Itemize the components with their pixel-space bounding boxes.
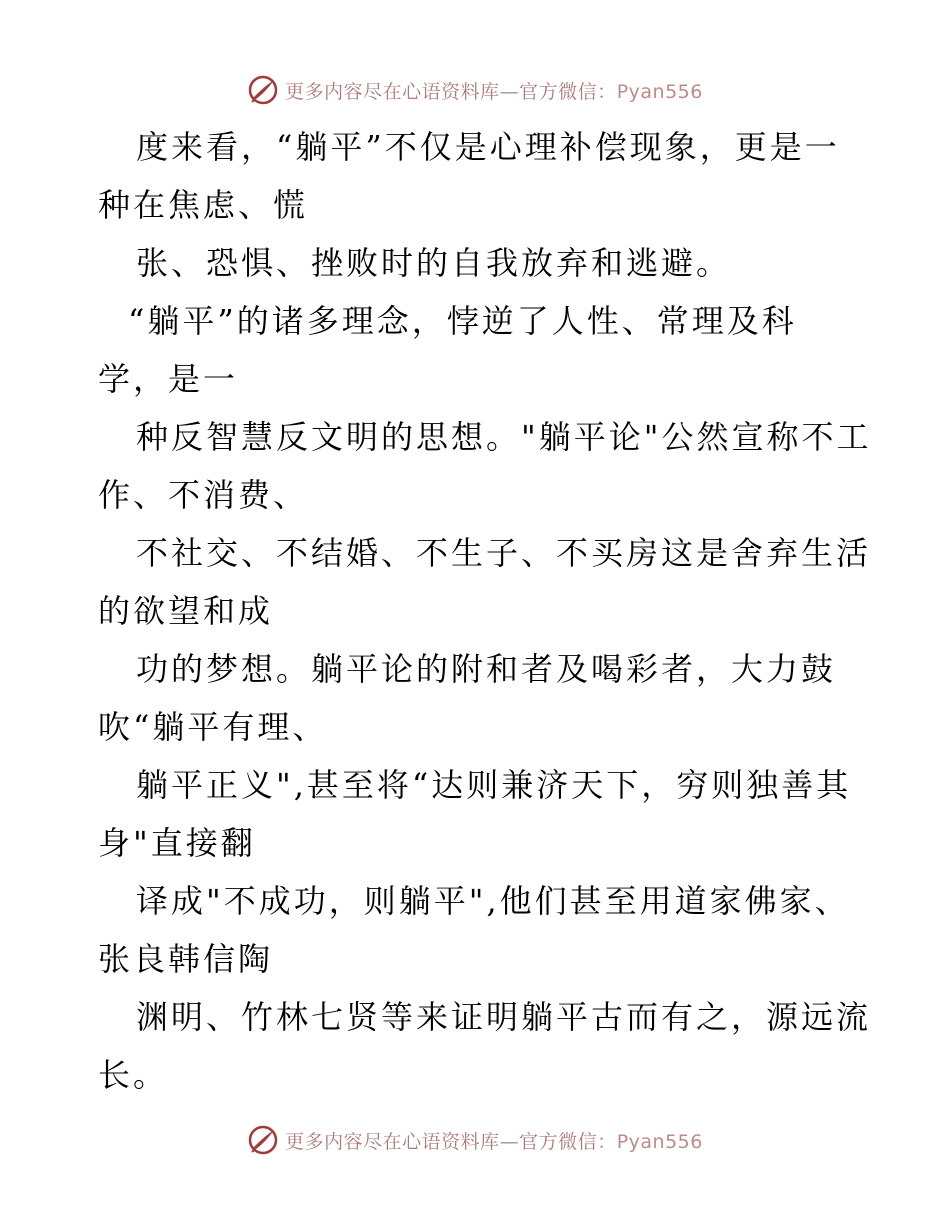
text-line: 躺平正义",甚至将“达则兼济天下，穷则独善其 — [136, 766, 852, 804]
text-line: 张良韩信陶 — [98, 940, 274, 978]
text-line: 种在焦虑、慌 — [98, 186, 309, 224]
watermark-label: 官方微信： — [519, 80, 617, 103]
text-line: “躺平”的诸多理念，悖逆了人性、常理及科 — [128, 302, 797, 340]
text-line: 的欲望和成 — [98, 592, 274, 630]
text-line: 吹“躺平有理、 — [98, 708, 328, 746]
text-line: 不社交、不结婚、不生子、不买房这是舍弃生活 — [136, 534, 872, 572]
text-line: 张、恐惧、挫败时的自我放弃和逃避。 — [136, 244, 732, 282]
header-watermark — [0, 70, 950, 110]
text-line: 度来看，“躺平”不仅是心理补偿现象，更是一 — [136, 128, 840, 166]
document-body — [98, 118, 872, 1104]
text-line: 长。 — [98, 1056, 169, 1094]
text-line: 身"直接翻 — [98, 824, 256, 862]
text-line: 种反智慧反文明的思想。"躺平论"公然宣称不工 — [136, 418, 872, 456]
watermark-id: Pyan556 — [616, 80, 703, 103]
text-line: 译成"不成功，则躺平",他们甚至用道家佛家、 — [136, 882, 850, 920]
watermark-separator: — — [499, 80, 520, 103]
text-line: 功的梦想。躺平论的附和者及喝彩者，大力鼓 — [136, 650, 837, 688]
watermark-text: 更多内容尽在心语资料库 — [285, 80, 500, 103]
watermark-id: Pyan556 — [616, 1130, 703, 1153]
watermark-label: 官方微信： — [519, 1130, 617, 1153]
text-line: 学，是一 — [98, 360, 239, 398]
watermark-separator: — — [499, 1130, 520, 1153]
quill-logo-icon — [247, 74, 279, 106]
footer-watermark — [0, 1120, 950, 1160]
text-line: 作、不消费、 — [98, 476, 309, 514]
quill-logo-icon — [247, 1124, 279, 1156]
watermark-text: 更多内容尽在心语资料库 — [285, 1130, 500, 1153]
text-line: 渊明、竹林七贤等来证明躺平古而有之，源远流 — [136, 998, 872, 1036]
